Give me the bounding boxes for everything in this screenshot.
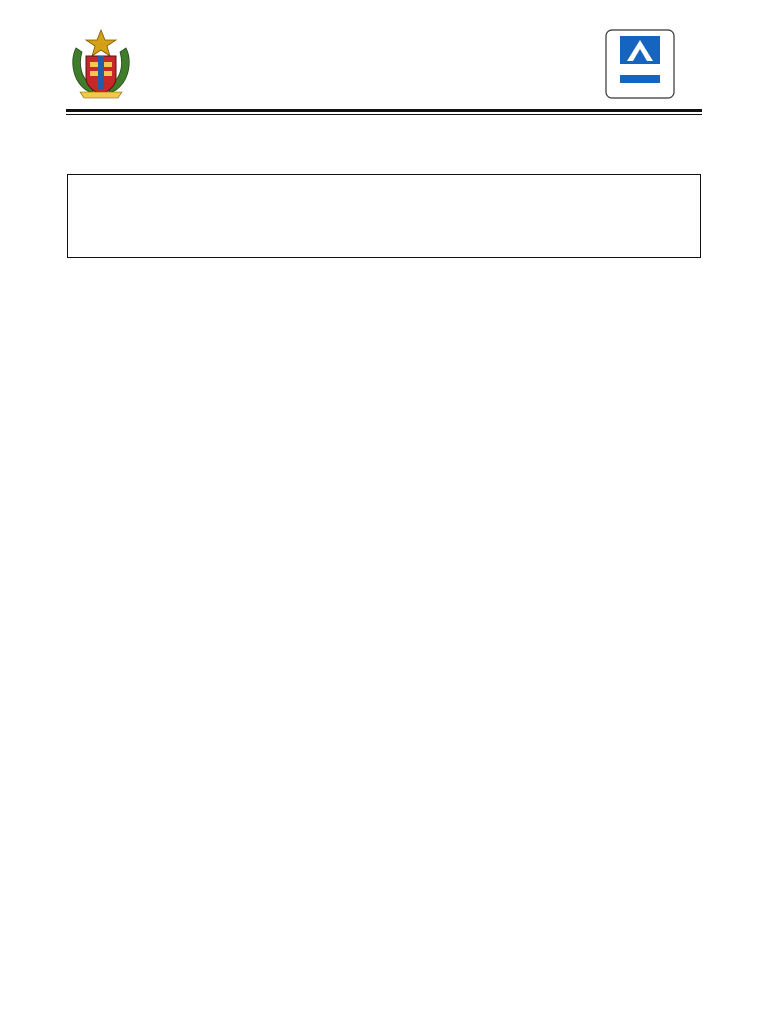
- tuv-certified-logo: [604, 28, 676, 100]
- header-divider-thick: [66, 109, 702, 112]
- exam-info-box: [67, 174, 701, 258]
- pekalongan-crest-icon: [66, 26, 136, 100]
- header-divider-thin: [66, 114, 702, 115]
